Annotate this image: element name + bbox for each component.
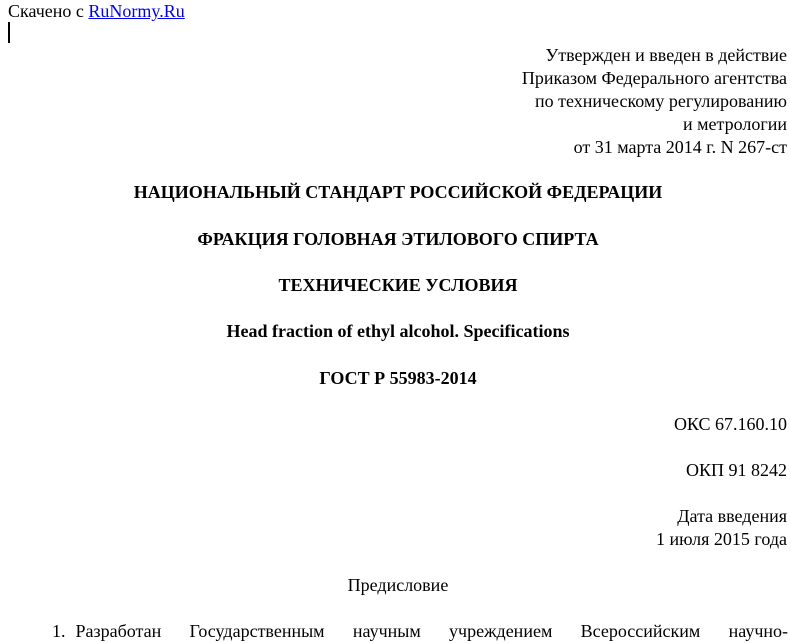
- approval-block: [522, 44, 787, 159]
- introduction-date-label: Дата введения: [677, 506, 787, 526]
- gost-number: ГОСТ Р 55983-2014: [319, 368, 477, 388]
- national-standard-title: НАЦИОНАЛЬНЫЙ СТАНДАРТ РОССИЙСКОЙ ФЕДЕРАЦИИ: [133, 182, 663, 202]
- approval-line: Утвержден и введен в действие: [545, 45, 787, 65]
- list-item-text: Разработан Государственным научным учреждением Всероссийским научно-: [75, 621, 788, 641]
- downloaded-prefix: Скачено с: [8, 1, 84, 21]
- approval-line: и метрологии: [683, 114, 787, 134]
- introduction-date-value: 1 июля 2015 года: [656, 529, 787, 549]
- okp-code: ОКП 91 8242: [685, 460, 787, 480]
- preface-list-item: [52, 620, 788, 643]
- preface-heading: Предисловие: [347, 575, 449, 595]
- approval-line: от 31 марта 2014 г. N 267-ст: [573, 137, 787, 157]
- text-cursor: [8, 22, 10, 43]
- product-name-title: ФРАКЦИЯ ГОЛОВНАЯ ЭТИЛОВОГО СПИРТА: [197, 229, 599, 249]
- spec-type-title: ТЕХНИЧЕСКИЕ УСЛОВИЯ: [278, 275, 518, 295]
- approval-line: Приказом Федерального агентства: [521, 68, 787, 88]
- list-item-number: 1.: [52, 621, 66, 641]
- download-source-line: [8, 0, 185, 23]
- runormy-link[interactable]: RuNormy.Ru: [88, 1, 185, 21]
- approval-line: по техническому регулированию: [534, 91, 787, 111]
- english-title: Head fraction of ethyl alcohol. Specifications: [226, 321, 570, 341]
- oks-code: ОКС 67.160.10: [673, 414, 787, 434]
